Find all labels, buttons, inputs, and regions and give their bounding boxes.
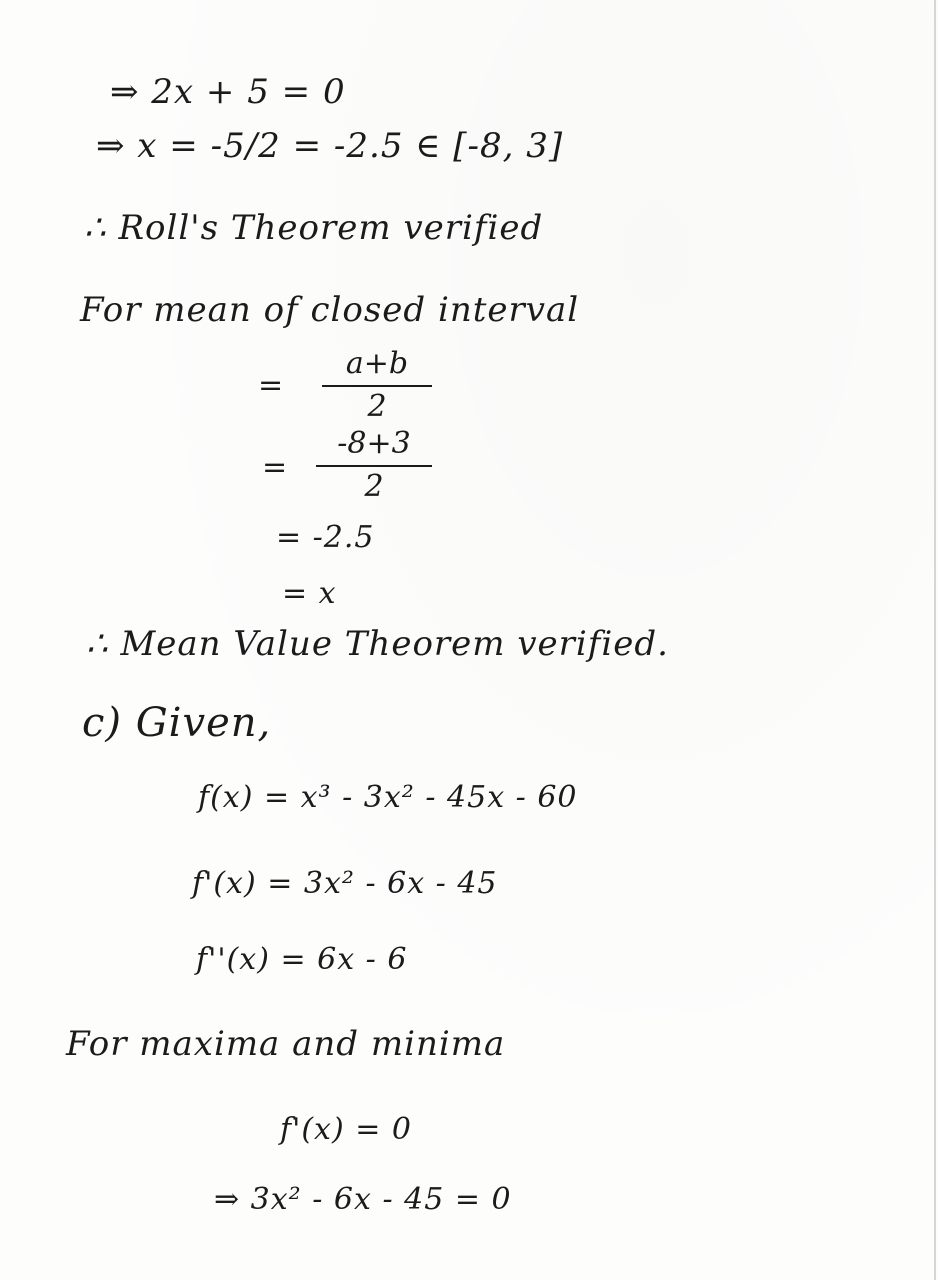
first-derivative: f'(x) = 3x² - 6x - 45 (192, 866, 498, 901)
function-definition: f(x) = x³ - 3x² - 45x - 60 (198, 780, 578, 815)
quadratic-equation: ⇒ 3x² - 6x - 45 = 0 (214, 1182, 512, 1217)
equals-sign-2: = (262, 450, 288, 485)
fraction-denominator: 2 (367, 389, 387, 424)
critical-point-condition: f'(x) = 0 (280, 1112, 412, 1147)
rolles-conclusion: ∴ Roll's Theorem verified (84, 208, 544, 248)
fraction-denominator: 2 (364, 469, 384, 504)
equals-sign-1: = (258, 368, 284, 403)
fraction-a-plus-b (322, 346, 432, 424)
mean-value-result: = -2.5 (276, 520, 375, 555)
part-c-heading: c) Given, (82, 700, 272, 746)
fraction-minus8-plus3 (316, 426, 432, 504)
mean-heading: For mean of closed interval (80, 290, 580, 330)
mvt-conclusion: ∴ Mean Value Theorem verified. (86, 624, 669, 664)
page-edge (934, 0, 936, 1280)
second-derivative: f''(x) = 6x - 6 (196, 942, 408, 977)
fraction-numerator: -8+3 (337, 426, 411, 461)
equation-line-2: ⇒ x = -5/2 = -2.5 ∈ [-8, 3] (96, 126, 564, 166)
equals-x: = x (282, 576, 337, 611)
maxima-minima-heading: For maxima and minima (66, 1024, 506, 1064)
fraction-numerator: a+b (345, 346, 409, 381)
equation-line-1: ⇒ 2x + 5 = 0 (110, 72, 346, 112)
